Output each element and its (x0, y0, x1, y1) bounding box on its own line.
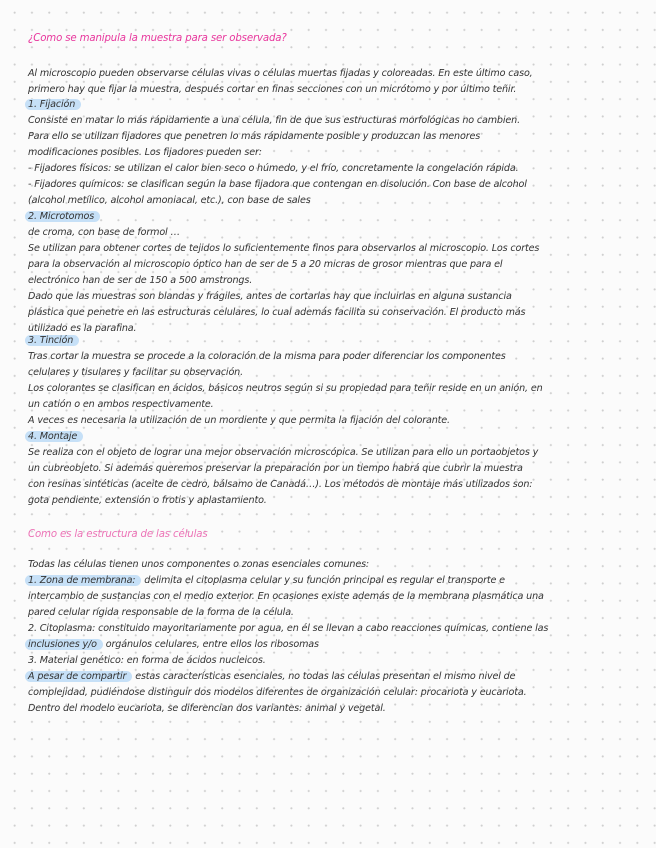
title-manipulation: ¿Como se manipula la muestra para ser observada? (28, 33, 287, 44)
tincion-line: A veces es necesaria la utilización de un mordiente y que permita la fijación del colorante. (28, 415, 450, 426)
zona-membrana-line: pared celular rígida responsable de la forma de la célula. (28, 607, 294, 618)
heading-tincion-label: 3. Tinción (25, 335, 79, 346)
zona-membrana-line (28, 574, 634, 588)
microtomos-line: Se utilizan para obtener cortes de tejidos lo suficientemente finos para observarlos al microscopio. Los cortes (28, 243, 540, 254)
structure-intro: Todas las células tienen unos componentes o zonas esenciales comunes: (28, 559, 369, 570)
citoplasma-line: 2. Citoplasma: constituido mayoritariamente por agua, en él se llevan a cabo reacciones químicas, contiene las (28, 623, 549, 634)
closing-line: Dentro del modelo eucariota, se diferencian dos variantes: animal y vegetal. (28, 703, 386, 714)
microtomos-line: plástica que penetre en las estructuras celulares, lo cual además facilita su conservación. El producto más (28, 307, 526, 318)
montaje-line: gota pendiente, extensión o frotis y aplastamiento. (28, 495, 267, 506)
citoplasma-text: orgánulos celulares, entre ellos los ribosomas (102, 639, 319, 650)
microtomos-line: Dado que las muestras son blandas y frágiles, antes de cortarlas hay que incluirlas en alguna sustancia (28, 291, 512, 302)
microtomos-line: utilizado es la parafina. (28, 323, 137, 334)
montaje-line: un cubreobjeto. Si además queremos preservar la preparación por un tiempo habrá que cubrir la muestra (28, 463, 523, 474)
tincion-line: un catión o en ambos respectivamente. (28, 399, 214, 410)
citoplasma-line (28, 638, 634, 652)
inclusiones-label: inclusiones y/o (25, 639, 103, 650)
closing-line (28, 670, 634, 684)
heading-montaje-label: 4. Montaje (25, 431, 83, 442)
intro-line: Al microscopio pueden observarse células vivas o células muertas fijadas y coloreadas. En este último caso, (28, 68, 533, 79)
heading-microtomos-label: 2. Microtomos (25, 211, 100, 222)
tincion-line: Los colorantes se clasifican en ácidos, básicos neutros según si su propiedad para teñir reside en un anión, en (28, 383, 543, 394)
a-pesar-label: A pesar de compartir (25, 671, 132, 682)
heading-fijacion-label: 1. Fijación (25, 99, 81, 110)
heading-fijacion (28, 98, 634, 112)
fijacion-line: - Fijadores físicos: se utilizan el calor bien seco o húmedo, y el frío, concretamente la congelación rápida. (28, 163, 519, 174)
tincion-line: celulares y tisulares y facilitar su observación. (28, 367, 244, 378)
heading-tincion (28, 334, 634, 348)
closing-text: estas características esenciales, no todas las células presentan el mismo nivel de (132, 671, 516, 682)
fijacion-line: (alcohol metílico, alcohol amoniacal, etc.), con base de sales (28, 195, 311, 206)
fijacion-line: - Fijadores químicos: se clasifican según la base fijadora que contengan en disolución. Con base de alcohol (28, 179, 527, 190)
material-genetico-line: 3. Material genético: en forma de ácidos nucleicos. (28, 655, 266, 666)
zona-membrana-text: delimita el citoplasma celular y su función principal es regular el transporte e (141, 575, 505, 586)
fijacion-line: Para ello se utilizan fijadores que penetren lo más rápidamente posible y produzcan las menores (28, 131, 481, 142)
fijacion-line: Consiste en matar lo más rápidamente a una célula, fin de que sus estructuras morfológicas no cambien. (28, 115, 520, 126)
microtomos-line: para la observación al microscopio óptico han de ser de 5 a 20 micras de grosor mientras que para el (28, 259, 503, 270)
heading-montaje (28, 430, 634, 444)
intro-line: primero hay que fijar la muestra, después cortar en finas secciones con un micrótomo y por último teñir. (28, 84, 517, 95)
microtomos-line: electrónico han de ser de 150 a 500 amstrongs. (28, 275, 253, 286)
tincion-line: Tras cortar la muestra se procede a la coloración de la misma para poder diferenciar los componentes (28, 351, 506, 362)
closing-line: complejidad, pudiéndose distinguir dos modelos diferentes de organización celular: procariota y eucariota. (28, 687, 527, 698)
montaje-line: con resinas sintéticas (aceite de cedro, bálsamo de Canadá…). Los métodos de montaje más utilizados son: (28, 479, 533, 490)
zona-membrana-label: 1. Zona de membrana: (25, 575, 141, 586)
microtomos-line: de croma, con base de formol … (28, 227, 180, 238)
zona-membrana-line: intercambio de sustancias con el medio exterior. En ocasiones existe además de la membrana plasmática una (28, 591, 544, 602)
montaje-line: Se realiza con el objeto de lograr una mejor observación microscópica. Se utilizan para ello un portaobjetos y (28, 447, 539, 458)
title-cell-structure: Como es la estructura de las células (28, 529, 208, 540)
heading-microtomos (28, 210, 634, 224)
fijacion-line: modificaciones posibles. Los fijadores pueden ser: (28, 147, 262, 158)
